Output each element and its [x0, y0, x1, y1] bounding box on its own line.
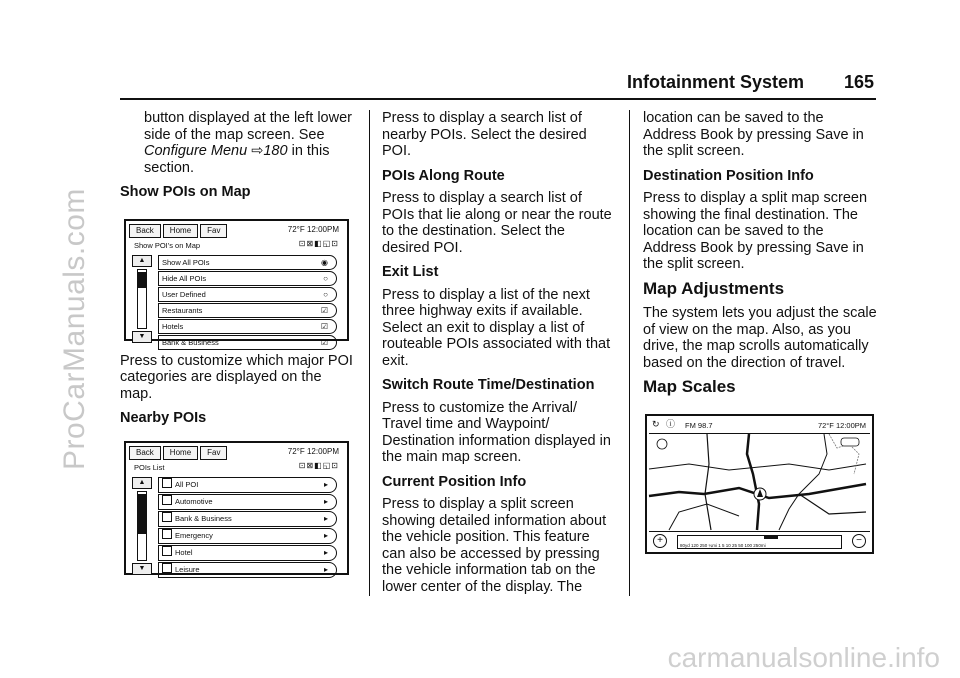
map-status-bar	[649, 418, 870, 434]
heading-nearby-pois: Nearby POIs	[120, 410, 207, 426]
switch-route-paragraph: Press to customize the Arrival/ Travel time and Waypoint/ Destination information displayed in the main map screen.	[382, 399, 611, 465]
chevron-right-icon: ▸	[323, 513, 328, 523]
column-2	[382, 110, 614, 603]
list-item-label: All POI	[175, 479, 199, 489]
scroll-thumb[interactable]	[138, 272, 146, 288]
map-screen	[645, 414, 874, 554]
screen1-tabs	[129, 224, 229, 238]
continued-paragraph: location can be saved to the Address Book by pressing Save in the split screen.	[643, 110, 864, 159]
scale-indicator	[764, 536, 778, 539]
list-item-label: Bank & Business	[162, 337, 219, 347]
category-icon	[162, 512, 172, 522]
status-icons: ⊡⊠◧◱⊡	[298, 460, 339, 470]
list-item[interactable]	[158, 271, 337, 286]
scroll-up-button[interactable]: ▲	[132, 477, 152, 489]
nearby-pois-paragraph: Press to display a search list of nearby POIs. Select the desired POI.	[382, 110, 587, 159]
clock: 72°F 12:00PM	[287, 446, 339, 456]
heading-map-scales: Map Scales	[643, 377, 736, 396]
exit-list-paragraph: Press to display a list of the next three highway exits if available. Select an exit to display a list of routeable POIs associated with that exit.	[382, 286, 611, 369]
list-item-label: Restaurants	[162, 305, 203, 315]
category-icon	[162, 546, 172, 556]
destination-position-paragraph: Press to display a split map screen showing the final destination. The location can be saved to the Address Book by pressing Save in the split screen.	[643, 190, 868, 272]
column-divider	[629, 110, 630, 596]
heading-exit-list: Exit List	[382, 264, 439, 280]
list-item[interactable]	[158, 511, 337, 527]
list-item[interactable]	[158, 494, 337, 510]
pois-along-route-paragraph: Press to display a search list of POIs that lie along or near the route to the destination. Select the desired POI.	[382, 190, 612, 256]
list-item-label: Hide All POIs	[162, 273, 207, 283]
screen-subtitle: Show POI's on Map	[134, 240, 201, 250]
page-header	[120, 70, 876, 100]
list-item-label: Emergency	[175, 530, 213, 540]
current-position-paragraph: Press to display a split screen showing detailed information about the vehicle position. This feature can also be accessed by pressing the vehicle information tab on the lower center of the display. The	[382, 496, 607, 595]
list-item-label: Hotels	[162, 321, 184, 331]
fav-button[interactable]: Fav	[200, 446, 227, 460]
side-watermark: ProCarManuals.com	[58, 188, 91, 470]
list-item[interactable]	[158, 319, 337, 334]
list-item[interactable]	[158, 303, 337, 318]
bottom-watermark: carmanualsonline.info	[667, 642, 940, 673]
heading-switch-route: Switch Route Time/Destination	[382, 377, 595, 393]
list-item[interactable]	[158, 528, 337, 544]
show-pois-paragraph: Press to customize which major POI categories are displayed on the map.	[120, 352, 353, 402]
list-item[interactable]	[158, 477, 337, 493]
radio-icon: ◉	[321, 257, 328, 267]
home-button[interactable]: Home	[163, 446, 198, 460]
poi-category-list	[158, 255, 337, 351]
list-item[interactable]	[158, 562, 337, 578]
list-item-label: User Defined	[162, 289, 206, 299]
intro-text-end: in this section.	[144, 143, 330, 176]
intro-paragraph	[120, 110, 355, 176]
poi-list	[158, 477, 337, 579]
category-icon	[162, 478, 172, 488]
scroll-up-button[interactable]: ▲	[132, 255, 152, 267]
scrollbar[interactable]	[137, 269, 147, 329]
list-item-label: Automotive	[175, 496, 213, 506]
scale-bar-area	[649, 531, 870, 550]
info-icon[interactable]: ⓘ	[666, 418, 676, 429]
scale-ticks: 80yd 120 250 ¼mi 1 5 10 25 50 100 250mi	[680, 542, 766, 548]
scroll-thumb[interactable]	[138, 494, 146, 534]
back-button[interactable]: Back	[129, 446, 161, 460]
chevron-right-icon: ▸	[323, 496, 328, 506]
zoom-out-button[interactable]: −	[852, 534, 866, 548]
intro-text: button displayed at the left lower side of the map screen. See	[144, 110, 352, 143]
checkbox-icon: ☑	[320, 337, 328, 347]
map-adjustments-paragraph: The system lets you adjust the scale of view on the map. Also, as you drive, the map scrolls automatically based on the direction of travel.	[643, 305, 877, 371]
column-1	[120, 110, 355, 575]
show-pois-screen	[124, 219, 349, 347]
heading-pois-along-route: POIs Along Route	[382, 167, 505, 184]
list-item-label: Hotel	[175, 547, 193, 557]
page-ref[interactable]: 180	[263, 143, 288, 159]
chevron-right-icon: ▸	[323, 547, 328, 557]
nearby-pois-screen	[124, 441, 349, 575]
clock: 72°F 12:00PM	[287, 224, 339, 234]
chevron-right-icon: ▸	[323, 479, 328, 489]
heading-map-adjustments: Map Adjustments	[643, 278, 785, 298]
station-label: FM 98.7	[685, 420, 713, 430]
map-view[interactable]	[649, 434, 866, 530]
scroll-down-button[interactable]: ▼	[132, 331, 152, 343]
checkbox-icon: ☑	[320, 321, 328, 331]
screen2-tabs	[129, 446, 229, 460]
chevron-right-icon: ▸	[323, 530, 328, 540]
screen-subtitle: POIs List	[134, 462, 165, 472]
list-item[interactable]	[158, 287, 337, 302]
page-ref-icon: ⇨	[251, 143, 264, 159]
clock: 72°F 12:00PM	[817, 420, 866, 430]
home-button[interactable]: Home	[163, 224, 198, 238]
chevron-right-icon: ▸	[323, 564, 328, 574]
column-divider	[369, 110, 370, 596]
section-title: Infotainment System	[626, 72, 804, 92]
source-icon[interactable]: ↻	[652, 418, 660, 429]
scale-selector[interactable]	[677, 535, 842, 549]
page-number: 165	[843, 72, 874, 92]
column-3	[643, 110, 878, 554]
scroll-controls	[132, 255, 152, 343]
scroll-down-button[interactable]: ▼	[132, 563, 152, 575]
list-item-label: Leisure	[175, 564, 200, 574]
configure-menu-link[interactable]: Configure Menu	[144, 143, 248, 159]
category-icon	[162, 529, 172, 539]
list-item-label: Bank & Business	[175, 513, 232, 523]
category-icon	[162, 563, 172, 573]
back-button[interactable]: Back	[129, 224, 161, 238]
checkbox-icon: ☑	[320, 305, 328, 315]
zoom-in-button[interactable]: +	[653, 534, 667, 548]
radio-icon: ○	[323, 289, 328, 299]
list-item[interactable]	[158, 545, 337, 561]
scrollbar[interactable]	[137, 491, 147, 561]
scroll-controls	[132, 477, 152, 575]
heading-show-pois: Show POIs on Map	[120, 184, 251, 200]
fav-button[interactable]: Fav	[200, 224, 227, 238]
list-item[interactable]	[158, 255, 337, 270]
category-icon	[162, 495, 172, 505]
radio-icon: ○	[323, 273, 328, 283]
status-icons: ⊡⊠◧◱⊡	[298, 238, 339, 248]
heading-current-position: Current Position Info	[382, 473, 527, 490]
heading-destination-position: Destination Position Info	[643, 167, 814, 184]
list-item[interactable]	[158, 335, 337, 350]
list-item-label: Show All POIs	[162, 257, 210, 267]
